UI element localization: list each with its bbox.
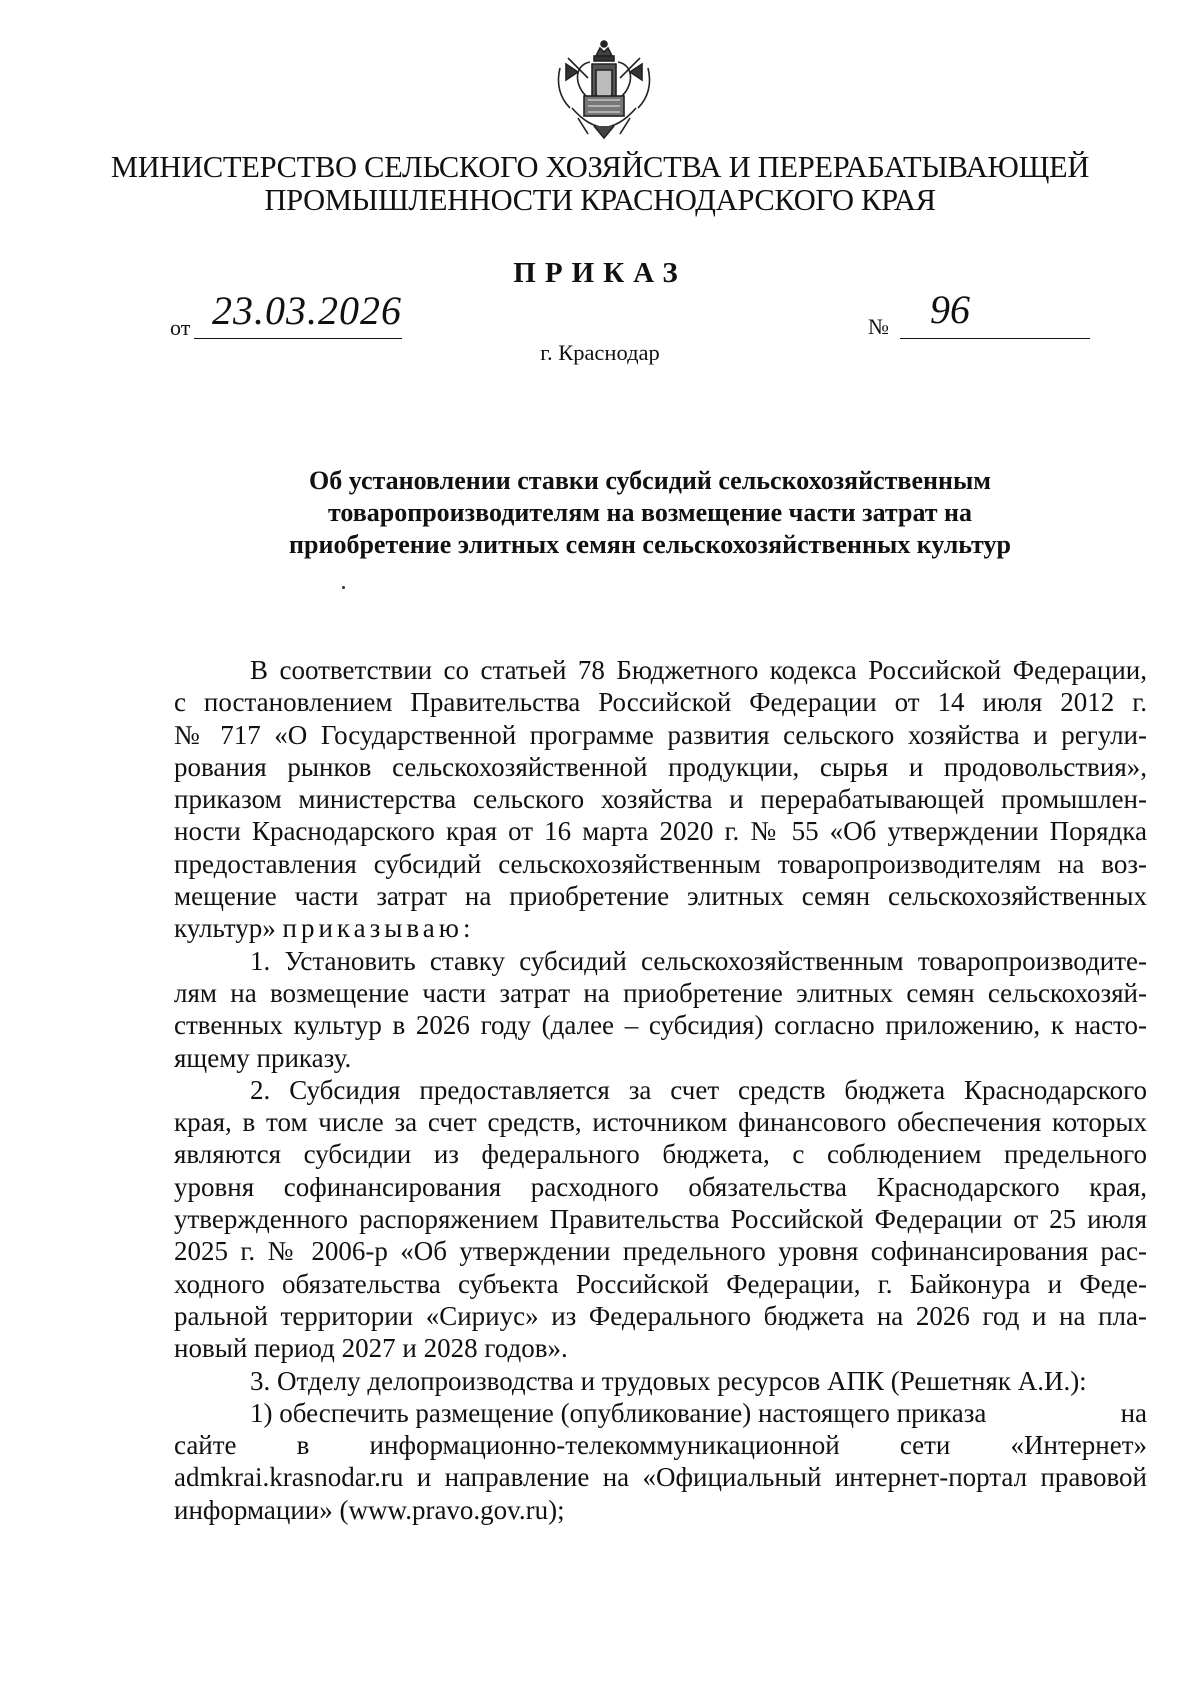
date-label: от <box>170 315 191 340</box>
body-line-tail: на <box>1120 1397 1147 1428</box>
title-line-2: товаропроизводителям на возмещение части затрат на <box>327 498 973 527</box>
body-line: уровня софинансирования расходного обязательства Краснодарского края, <box>174 1171 1147 1202</box>
body-line: admkrai.krasnodar.ru и направление на «Официальный интернет-портал правовой <box>174 1462 1147 1493</box>
body-line: информации» (www.pravo.gov.ru); <box>174 1494 565 1525</box>
body-line: ральной территории «Сириус» из Федерального бюджета на 2026 год и на пла- <box>174 1300 1147 1331</box>
stray-dot <box>342 586 345 589</box>
body-line: новый период 2027 и 2028 годов». <box>174 1333 568 1364</box>
title-line-3: приобретение элитных семян сельскохозяйственных культур <box>289 530 1011 559</box>
body-line: ящему приказу. <box>174 1042 352 1073</box>
body-line: являются субсидии из федерального бюджета, с соблюдением предельного <box>174 1139 1147 1170</box>
body-line: с постановлением Правительства Российской Федерации от 14 июля 2012 г. <box>174 687 1147 718</box>
number-handwritten: 96 <box>930 287 970 332</box>
title-line-1: Об установлении ставки субсидий сельскохозяйственным <box>309 466 991 495</box>
coat-of-arms-emblem <box>548 38 660 142</box>
order-word: приказываю: <box>282 913 475 944</box>
body-line-text: культур» <box>174 913 276 944</box>
body-line: 1. Установить ставку субсидий сельскохозяйственным товаропроизводите- <box>250 945 1147 976</box>
body-line: 3. Отделу делопроизводства и трудовых ресурсов АПК (Решетняк А.И.): <box>250 1365 1087 1396</box>
body-line: ходного обязательства субъекта Российской Федерации, г. Байконура и Феде- <box>174 1268 1147 1299</box>
ministry-name <box>100 151 1100 217</box>
body-line-text: 1) обеспечить размещение (опубликование) настоящего приказа <box>250 1397 987 1428</box>
body-line: утвержденного распоряжением Правительства Российской Федерации от 25 июля <box>174 1204 1147 1235</box>
body-line <box>174 1397 1147 1429</box>
body-line: приказом министерства сельского хозяйства и перерабатывающей промышлен- <box>174 784 1147 815</box>
ministry-line-2: ПРОМЫШЛЕННОСТИ КРАСНОДАРСКОГО КРАЯ <box>264 183 936 217</box>
body-line: ности Краснодарского края от 16 марта 2020 г. № 55 «Об утверждении Порядка <box>174 816 1147 847</box>
date-underline <box>194 338 402 339</box>
date-handwritten: 23.03.2026 <box>212 288 402 333</box>
body-line: сайте в информационно-телекоммуникационной сети «Интернет» <box>174 1430 1147 1461</box>
document-body <box>174 654 1147 1526</box>
city: г. Краснодар <box>540 340 660 365</box>
body-line: В соответствии со статьей 78 Бюджетного кодекса Российской Федерации, <box>250 655 1147 685</box>
ministry-line-1: МИНИСТЕРСТВО СЕЛЬСКОГО ХОЗЯЙСТВА И ПЕРЕРАБАТЫВАЮЩЕЙ <box>110 150 1090 184</box>
number-label: № <box>868 314 889 339</box>
body-line: предоставления субсидий сельскохозяйственным товаропроизводителям на воз- <box>174 848 1147 879</box>
body-line: 2. Субсидия предоставляется за счет средств бюджета Краснодарского <box>250 1074 1147 1105</box>
body-line: рования рынков сельскохозяйственной продукции, сырья и продовольствия», <box>174 751 1147 782</box>
body-line: № 717 «О Государственной программе развития сельского хозяйства и регули- <box>174 719 1147 750</box>
body-line <box>174 912 1147 944</box>
body-line: ственных культур в 2026 году (далее – субсидия) согласно приложению, к насто- <box>174 1010 1147 1041</box>
document-title <box>200 465 1100 561</box>
body-line: 2025 г. № 2006-р «Об утверждении предельного уровня софинансирования рас- <box>174 1236 1147 1267</box>
document-type: ПРИКАЗ <box>513 257 687 289</box>
body-line: лям на возмещение части затрат на приобретение элитных семян сельскохозяй- <box>174 977 1147 1008</box>
body-line: края, в том числе за счет средств, источником финансового обеспечения которых <box>174 1107 1147 1138</box>
number-underline <box>900 338 1090 339</box>
body-line: мещение части затрат на приобретение элитных семян сельскохозяйственных <box>174 881 1147 912</box>
